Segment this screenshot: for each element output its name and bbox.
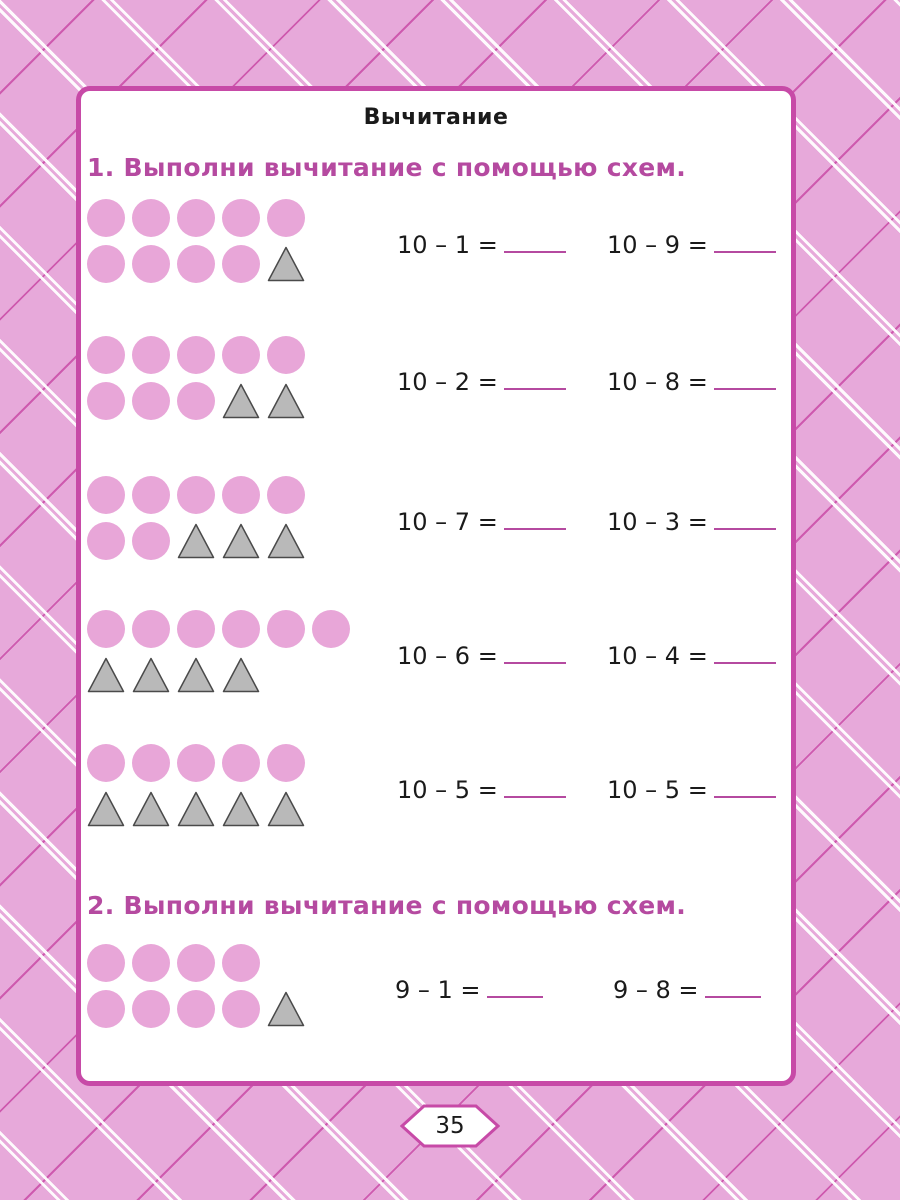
circle-shape	[132, 944, 170, 982]
circle-shape	[87, 199, 125, 237]
circle-shape	[87, 382, 125, 420]
circle-shape	[132, 245, 170, 283]
circle-shape	[267, 610, 305, 648]
equation	[397, 776, 566, 804]
triangle-shape	[132, 791, 170, 827]
answer-blank[interactable]	[714, 250, 776, 253]
triangle-shape	[222, 523, 260, 559]
equation	[607, 508, 776, 536]
circle-shape	[177, 245, 215, 283]
circle-shape	[87, 944, 125, 982]
equation	[607, 642, 776, 670]
answer-blank[interactable]	[714, 527, 776, 530]
equation	[607, 231, 776, 259]
circle-shape	[132, 382, 170, 420]
triangle-shape	[267, 791, 305, 827]
circle-shape	[132, 522, 170, 560]
circle-shape	[132, 990, 170, 1028]
circle-shape	[267, 744, 305, 782]
triangle-shape	[222, 657, 260, 693]
equation-text: 10 – 6 =	[397, 642, 498, 670]
triangle-shape	[87, 657, 125, 693]
triangle-shape	[222, 791, 260, 827]
circle-shape	[87, 610, 125, 648]
circle-shape	[222, 199, 260, 237]
equation	[397, 368, 566, 396]
circle-shape	[177, 199, 215, 237]
equation	[397, 231, 566, 259]
task-1-row-4	[81, 610, 791, 720]
task-1-row-5	[81, 744, 791, 854]
circle-shape	[177, 990, 215, 1028]
triangle-shape	[177, 657, 215, 693]
equation-text: 10 – 5 =	[397, 776, 498, 804]
equation-text: 10 – 7 =	[397, 508, 498, 536]
page-number: 35	[435, 1113, 465, 1139]
answer-blank[interactable]	[714, 795, 776, 798]
circle-shape	[222, 744, 260, 782]
answer-blank[interactable]	[504, 250, 566, 253]
triangle-shape	[132, 657, 170, 693]
equation-text: 10 – 9 =	[607, 231, 708, 259]
worksheet-card	[76, 86, 796, 1086]
triangle-shape	[177, 791, 215, 827]
circle-shape	[222, 336, 260, 374]
answer-blank[interactable]	[504, 387, 566, 390]
circle-shape	[132, 744, 170, 782]
circle-shape	[222, 476, 260, 514]
page-number-badge	[400, 1104, 500, 1148]
circle-shape	[222, 944, 260, 982]
triangle-shape	[87, 791, 125, 827]
circle-shape	[132, 336, 170, 374]
equation-text: 10 – 8 =	[607, 368, 708, 396]
task-2-heading: 2. Выполни вычитание с помощью схем.	[87, 891, 687, 920]
task-1-row-1	[81, 199, 791, 309]
circle-shape	[177, 476, 215, 514]
circle-shape	[87, 990, 125, 1028]
circle-shape	[87, 336, 125, 374]
answer-blank[interactable]	[504, 795, 566, 798]
equation-text: 10 – 4 =	[607, 642, 708, 670]
equation	[607, 776, 776, 804]
equation	[607, 368, 776, 396]
triangle-shape	[222, 383, 260, 419]
task-1-row-2	[81, 336, 791, 446]
circle-shape	[177, 610, 215, 648]
circle-shape	[267, 199, 305, 237]
equation-text: 9 – 8 =	[613, 976, 699, 1004]
circle-shape	[312, 610, 350, 648]
circle-shape	[87, 476, 125, 514]
circle-shape	[222, 990, 260, 1028]
triangle-shape	[267, 991, 305, 1027]
task-1-heading: 1. Выполни вычитание с помощью схем.	[87, 153, 687, 182]
answer-blank[interactable]	[487, 995, 543, 998]
equation-text: 10 – 5 =	[607, 776, 708, 804]
circle-shape	[222, 245, 260, 283]
equation	[397, 508, 566, 536]
circle-shape	[267, 336, 305, 374]
circle-shape	[177, 744, 215, 782]
equation-text: 10 – 1 =	[397, 231, 498, 259]
triangle-shape	[267, 523, 305, 559]
circle-shape	[177, 336, 215, 374]
circle-shape	[87, 744, 125, 782]
task-2-row-1	[81, 944, 791, 1054]
equation-text: 10 – 3 =	[607, 508, 708, 536]
answer-blank[interactable]	[714, 661, 776, 664]
triangle-shape	[177, 523, 215, 559]
equation	[395, 976, 543, 1004]
circle-shape	[222, 610, 260, 648]
triangle-shape	[267, 246, 305, 282]
equation-text: 10 – 2 =	[397, 368, 498, 396]
circle-shape	[177, 382, 215, 420]
task-1-row-3	[81, 476, 791, 586]
circle-shape	[87, 245, 125, 283]
equation	[613, 976, 761, 1004]
circle-shape	[177, 944, 215, 982]
answer-blank[interactable]	[504, 661, 566, 664]
answer-blank[interactable]	[705, 995, 761, 998]
circle-shape	[267, 476, 305, 514]
page-title: Вычитание	[363, 105, 509, 130]
equation-text: 9 – 1 =	[395, 976, 481, 1004]
circle-shape	[132, 476, 170, 514]
circle-shape	[132, 199, 170, 237]
answer-blank[interactable]	[714, 387, 776, 390]
equation	[397, 642, 566, 670]
triangle-shape	[267, 383, 305, 419]
circle-shape	[132, 610, 170, 648]
answer-blank[interactable]	[504, 527, 566, 530]
circle-shape	[87, 522, 125, 560]
